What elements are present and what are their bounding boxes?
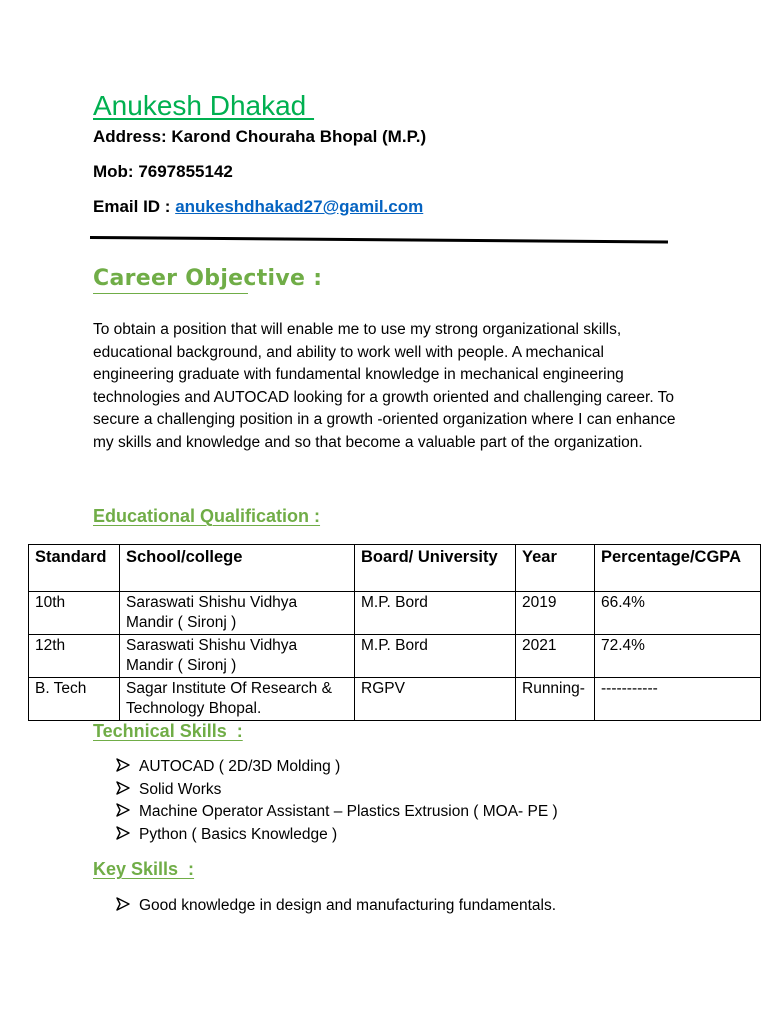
education-heading: Educational Qualification : — [93, 506, 321, 526]
list-item — [116, 801, 558, 824]
email-label: Email ID : — [93, 197, 176, 216]
technical-skills-list — [116, 756, 558, 846]
table-cell: 12th — [29, 635, 120, 678]
table-cell: RGPV — [355, 678, 516, 721]
table-cell: 2021 — [516, 635, 595, 678]
arrow-bullet-icon — [116, 758, 130, 772]
table-cell: 66.4% — [595, 592, 761, 635]
table-cell: 10th — [29, 592, 120, 635]
table-cell: Saraswati Shishu Vidhya Mandir ( Sironj ) — [120, 635, 355, 678]
arrow-bullet-icon — [116, 897, 130, 911]
skill-label: Python ( Basics Knowledge ) — [139, 825, 338, 843]
career-objective-heading: Career Objective : — [93, 266, 323, 291]
skill-label: Solid Works — [139, 780, 222, 798]
table-header-row — [29, 545, 761, 592]
address-line: Address: Karond Chouraha Bhopal (M.P.) — [93, 127, 427, 146]
list-item — [116, 895, 556, 918]
table-cell: Running- — [516, 678, 595, 721]
skill-label: Good knowledge in design and manufacturing fundamentals. — [139, 897, 557, 914]
email-line — [93, 197, 423, 217]
list-item — [116, 779, 558, 802]
skill-label: AUTOCAD ( 2D/3D Molding ) — [139, 758, 341, 775]
skill-label: Machine Operator Assistant – Plastics Extrusion ( MOA- PE ) — [139, 803, 558, 820]
education-table — [28, 544, 761, 721]
key-skills-heading: Key Skills : — [93, 859, 195, 879]
arrow-bullet-icon — [116, 826, 130, 840]
column-header: Percentage/CGPA — [595, 545, 761, 592]
column-header: Standard — [29, 545, 120, 592]
table-cell: 72.4% — [595, 635, 761, 678]
arrow-bullet-icon — [116, 803, 130, 817]
list-item — [116, 824, 558, 847]
column-header: Board/ University — [355, 545, 516, 592]
column-header: Year — [516, 545, 595, 592]
table-row — [29, 678, 761, 721]
table-cell: Sagar Institute Of Research & Technology Bhopal. — [120, 678, 355, 721]
mobile-line: Mob: 7697855142 — [93, 162, 233, 181]
career-objective-text: To obtain a position that will enable me to use my strong organizational skills, educational background, and ability to work well with people. A mechanical engineering graduate with fundamental knowledge in mechanical engineering technologies and AUTOCAD looking for a growth oriented and challenging career. To secure a challenging position in a growth -oriented organization where I can enhance my skills and knowledge and so that become a valuable part of the organization. — [93, 321, 676, 451]
table-cell: M.P. Bord — [355, 592, 516, 635]
table-cell: M.P. Bord — [355, 635, 516, 678]
candidate-name: Anukesh Dhakad — [93, 90, 315, 121]
table-cell: 2019 — [516, 592, 595, 635]
header-divider — [90, 236, 668, 244]
table-cell: B. Tech — [29, 678, 120, 721]
table-row — [29, 635, 761, 678]
technical-skills-heading: Technical Skills : — [93, 721, 243, 741]
table-cell: ----------- — [595, 678, 761, 721]
career-heading-underline — [93, 293, 248, 294]
column-header: School/college — [120, 545, 355, 592]
email-link[interactable]: anukeshdhakad27@gamil.com — [175, 197, 424, 216]
table-cell: Saraswati Shishu Vidhya Mandir ( Sironj ) — [120, 592, 355, 635]
arrow-bullet-icon — [116, 781, 130, 795]
table-row — [29, 592, 761, 635]
key-skills-list — [116, 895, 556, 918]
list-item — [116, 756, 558, 779]
